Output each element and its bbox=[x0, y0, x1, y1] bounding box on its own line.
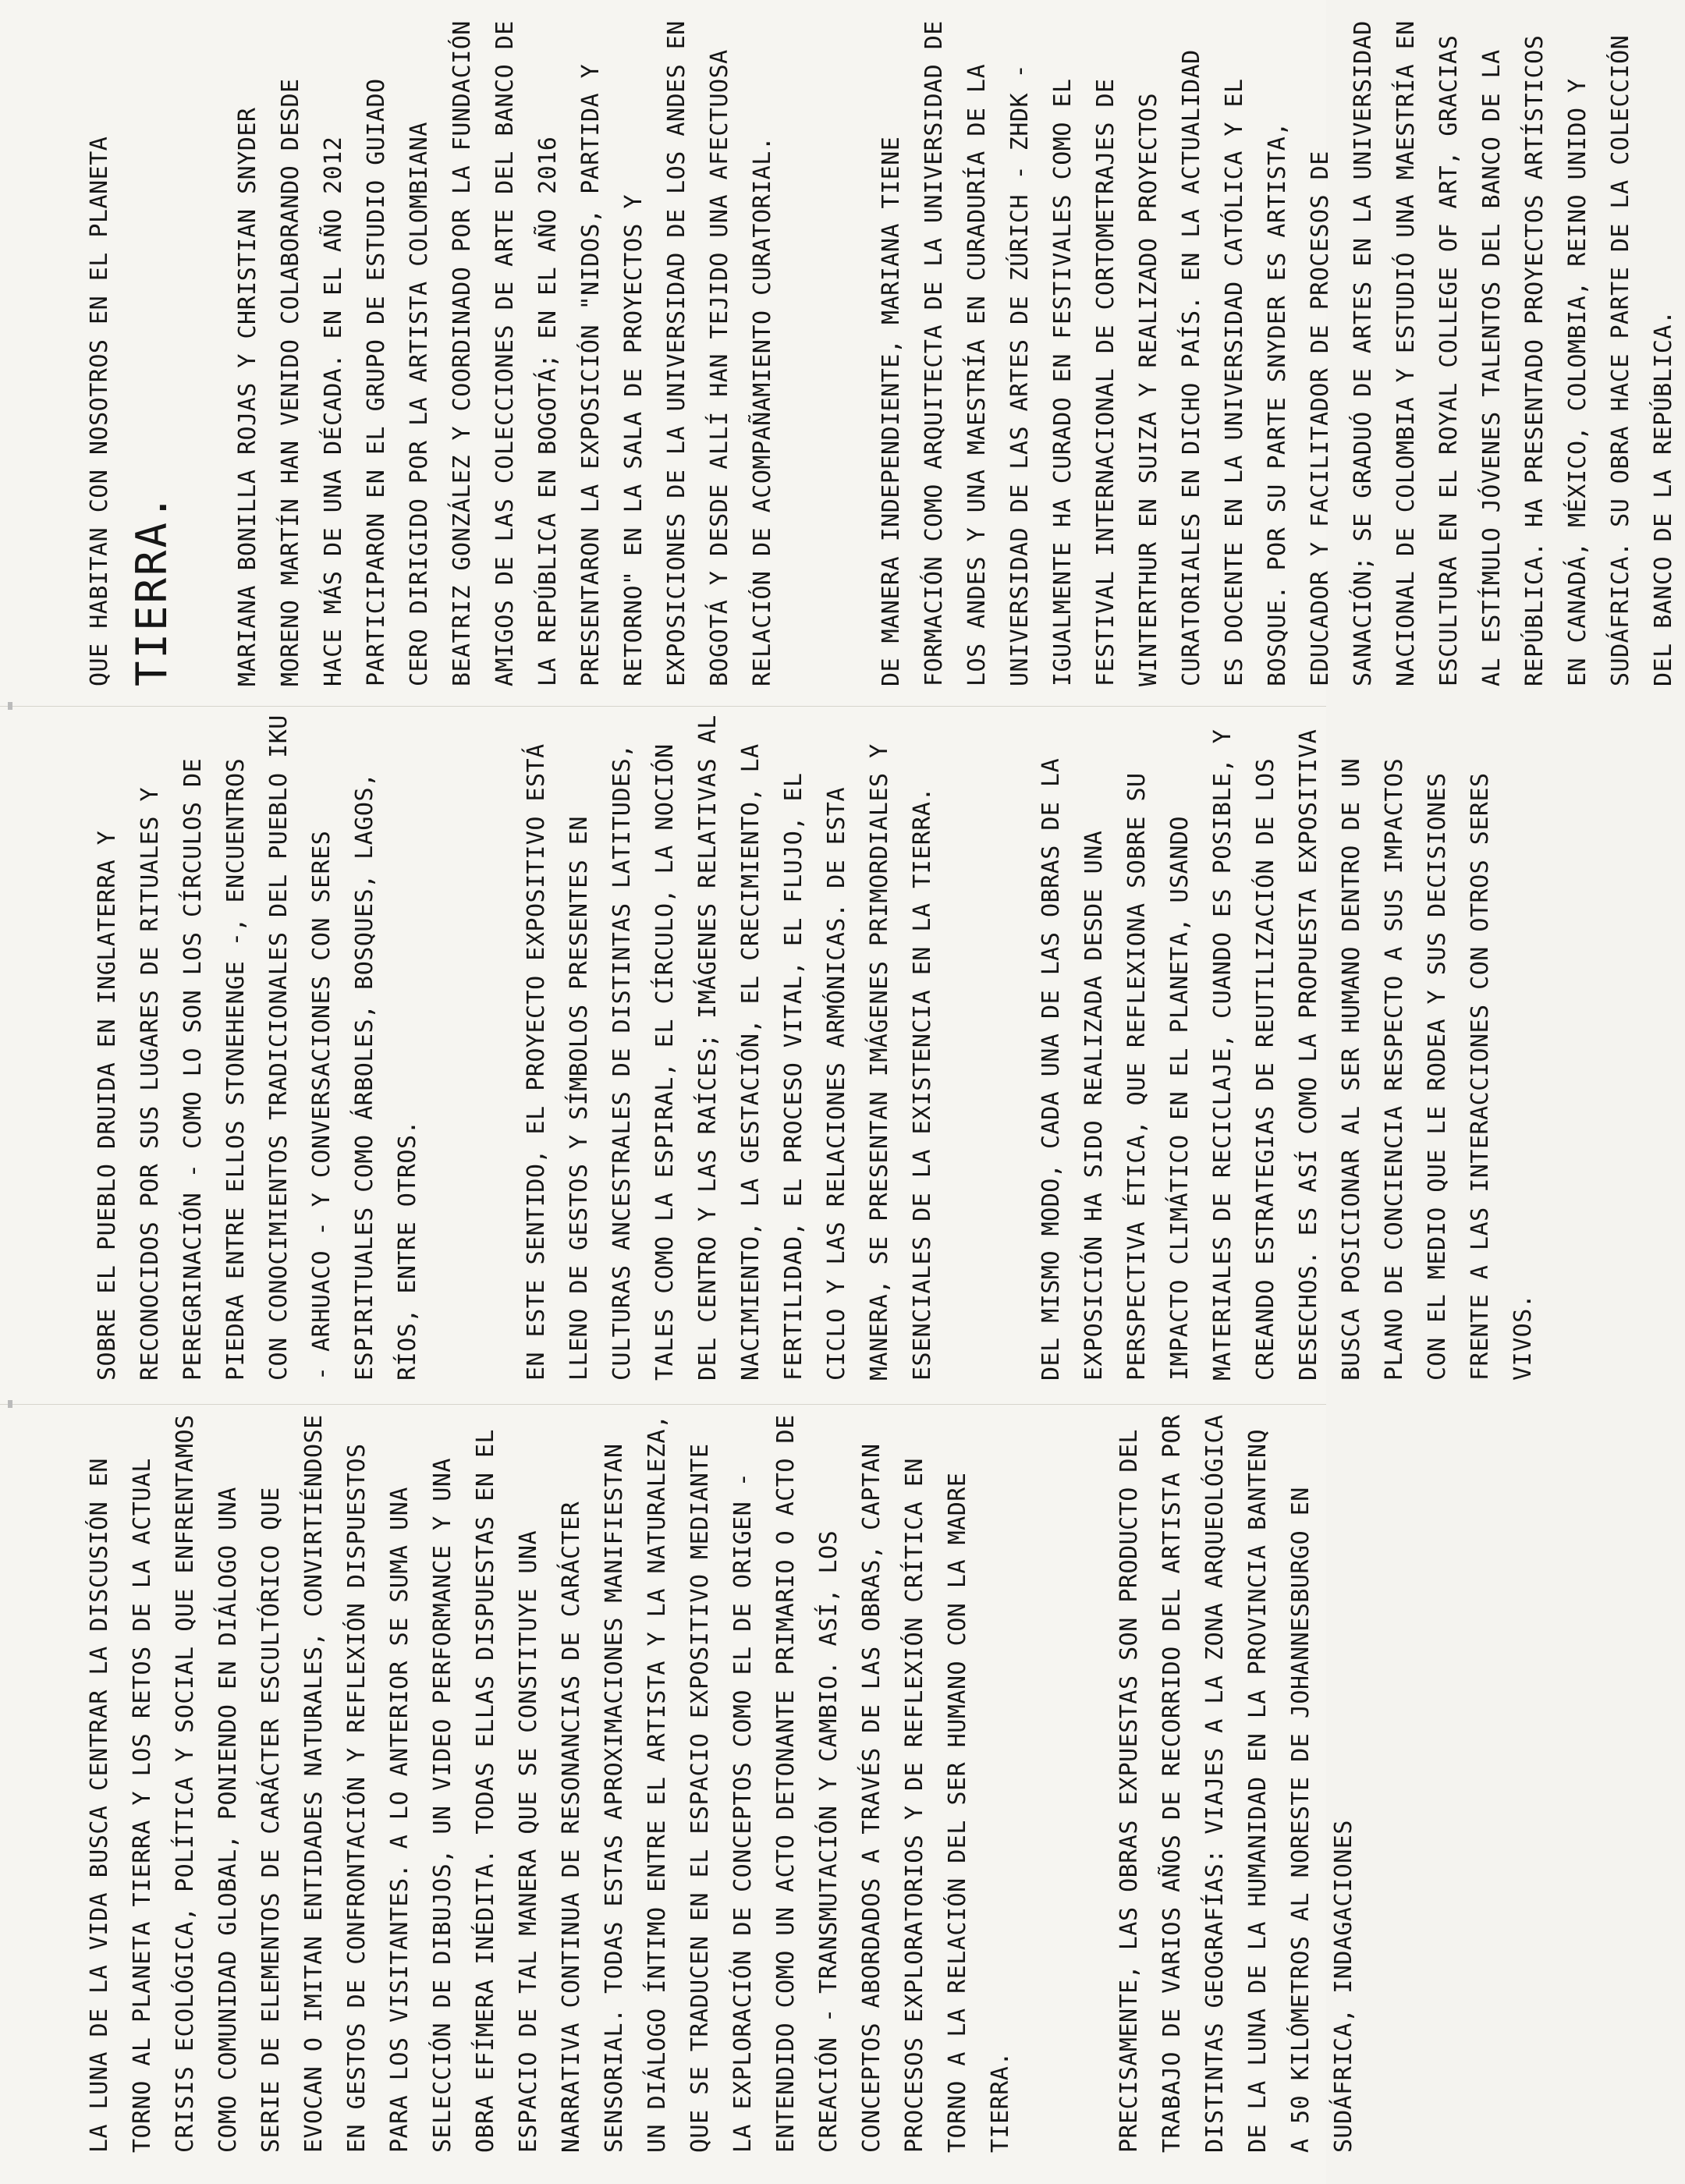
paragraph-symbols: EN ESTE SENTIDO, EL PROYECTO EXPOSITIVO ESTÁ LLENO DE GESTOS Y SÍMBOLOS PRESENTES EN CULTURAS ANCESTRALES DE DISTINTAS LATITUDES, TALES COMO LA ESPIRAL, EL CÍRCULO, LA NOCIÓN DEL CENTRO Y LAS RAÍCES; IMÁGENES RELATIVAS AL NACIMIENTO, LA GESTACIÓN, EL CRECIMIENTO, LA FERTILIDAD, EL PROCESO VITAL, EL FLUJO, EL CICLO Y LAS RELACIONES ARMÓNICAS. DE ESTA MANERA, SE PRESENTAN IMÁGENES PRIMORDIALES Y ESENCIALES DE LA EXISTENCIA EN LA TIERRA. bbox=[523, 714, 936, 1381]
word-tierra: TIERRA. bbox=[127, 492, 176, 686]
paragraph-druids: SOBRE EL PUEBLO DRUIDA EN INGLATERRA Y RECONOCIDOS POR SUS LUGARES DE RITUALES Y PEREGRINACIÓN - COMO LO SON LOS CÍRCULOS DE PIEDRA ENTRE ELLOS STONEHENGE -, ENCUENTROS CON CONOCIMIENTOS TRADICIONALES DEL PUEBLO IKU - ARHUACO - Y CONVERSACIONES CON SERES ESPIRITUALES COMO ÁRBOLES, BOSQUES, LAGOS, RÍOS, ENTRE OTROS. bbox=[94, 714, 421, 1381]
paragraph-ethics: DEL MISMO MODO, CADA UNA DE LAS OBRAS DE LA EXPOSICIÓN HA SIDO REALIZADA DESDE UNA PERSPECTIVA ÉTICA, QUE REFLEXIONA SOBRE SU IMPACTO CLIMÁTICO EN EL PLANETA, USANDO MATERIALES DE RECICLAJE, CUANDO ES POSIBLE, Y CREANDO ESTRATEGIAS DE REUTILIZACIÓN DE LOS DESECHOS. ES ASÍ COMO LA PROPUESTA EXPOSITIVA BUSCA POSICIONAR AL SER HUMANO DENTRO DE UN PLANO DE CONCIENCIA RESPECTO A SUS IMPACTOS CON EL MEDIO QUE LE RODEA Y SUS DECISIONES FRENTE A LAS INTERACCIONES CON OTROS SERES VIVOS. bbox=[1038, 729, 1537, 1381]
paragraph-biographies: DE MANERA INDEPENDIENTE, MARIANA TIENE FORMACIÓN COMO ARQUITECTA DE LA UNIVERSIDAD DE LOS ANDES Y UNA MAESTRÍA EN CURADURÍA DE LA UNIVERSIDAD DE LAS ARTES DE ZÚRICH - ZHDK - IGUALMENTE HA CURADO EN FESTIVALES COMO EL FESTIVAL INTERNACIONAL DE CORTOMETRAJES DE WINTERTHUR EN SUIZA Y REALIZADO PROYECTOS CURATORIALES EN DICHO PAÍS. EN LA ACTUALIDAD ES DOCENTE EN LA UNIVERSIDAD CATÓLICA Y EL BOSQUE. POR SU PARTE SNYDER ES ARTISTA, EDUCADOR Y FACILITADOR DE PROCESOS DE SANACIÓN; SE GRADUÓ DE ARTES EN LA UNIVERSIDAD NACIONAL DE COLOMBIA Y ESTUDIÓ UNA MAESTRÍA EN ESCULTURA EN EL ROYAL COLLEGE OF ART, GRACIAS AL ESTÍMULO JÓVENES TALENTOS DEL BANCO DE LA REPÚBLICA. HA PRESENTADO PROYECTOS ARTÍSTICOS EN CANADÁ, MÉXICO, COLOMBIA, REINO UNIDO Y SUDÁFRICA. SU OBRA HACE PARTE DE LA COLECCIÓN DEL BANCO DE LA REPÚBLICA. bbox=[878, 20, 1677, 686]
fold-mark-top bbox=[8, 702, 12, 710]
paragraph-journeys: PRECISAMENTE, LAS OBRAS EXPUESTAS SON PRODUCTO DEL TRABAJO DE VARIOS AÑOS DE RECORRIDO DEL ARTISTA POR DISTINTAS GEOGRAFÍAS: VIAJES A LA ZONA ARQUEOLÓGICA DE LA LUNA DE LA HUMANIDAD EN LA PROVINCIA BANTENQ A 50 KILÓMETROS AL NORESTE DE JOHANNESBURGO EN SUDÁFRICA, INDAGACIONES bbox=[1116, 1414, 1357, 2153]
paragraph-collaboration: MARIANA BONILLA ROJAS Y CHRISTIAN SNYDER MORENO MARTÍN HAN VENIDO COLABORANDO DESDE HACE MÁS DE UNA DÉCADA. EN EL AÑO 2012 PARTICIPARON EN EL GRUPO DE ESTUDIO GUIADO CERO DIRIGIDO POR LA ARTISTA COLOMBIANA BEATRIZ GONZÁLEZ Y COORDINADO POR LA FUNDACIÓN AMIGOS DE LAS COLECCIONES DE ARTE DEL BANCO DE LA REPÚBLICA EN BOGOTÁ; EN EL AÑO 2016 PRESENTARON LA EXPOSICIÓN "NIDOS, PARTIDA Y RETORNO" EN LA SALA DE PROYECTOS Y EXPOSICIONES DE LA UNIVERSIDAD DE LOS ANDES EN BOGOTÁ Y DESDE ALLÍ HAN TEJIDO UNA AFECTUOSA RELACIÓN DE ACOMPAÑAMIENTO CURATORIAL. bbox=[234, 20, 776, 686]
fold-mark-bottom bbox=[8, 1400, 12, 1408]
panel-introduction bbox=[78, 1404, 1357, 2153]
panel-artists-bio bbox=[78, 16, 1677, 686]
paragraph-intro: LA LUNA DE LA VIDA BUSCA CENTRAR LA DISCUSIÓN EN TORNO AL PLANETA TIERRA Y LOS RETOS DE LA ACTUAL CRISIS ECOLÓGICA, POLÍTICA Y SOCIAL QUE ENFRENTAMOS COMO COMUNIDAD GLOBAL, PONIENDO EN DIÁLOGO UNA SERIE DE ELEMENTOS DE CARÁCTER ESCULTÓRICO QUE EVOCAN O IMITAN ENTIDADES NATURALES, CONVIRTIÉNDOSE EN GESTOS DE CONFRONTACIÓN Y REFLEXIÓN DISPUESTOS PARA LOS VISITANTES. A LO ANTERIOR SE SUMA UNA SELECCIÓN DE DIBUJOS, UN VIDEO PERFORMANCE Y UNA OBRA EFÍMERA INÉDITA. TODAS ELLAS DISPUESTAS EN EL ESPACIO DE TAL MANERA QUE SE CONSTITUYE UNA NARRATIVA CONTINUA DE RESONANCIAS DE CARÁCTER SENSORIAL. TODAS ESTAS APROXIMACIONES MANIFIESTAN UN DIÁLOGO ÍNTIMO ENTRE EL ARTISTA Y LA NATURALEZA, QUE SE TRADUCEN EN EL ESPACIO EXPOSITIVO MEDIANTE LA EXPLORACIÓN DE CONCEPTOS COMO EL DE ORIGEN - ENTENDIDO COMO UN ACTO DETONANTE PRIMARIO O ACTO DE CREACIÓN - TRANSMUTACIÓN Y CAMBIO. ASÍ, LOS CONCEPTOS ABORDADOS A TRAVÉS DE LAS OBRAS, CAPTAN PROCESOS EXPLORATORIOS Y DE REFLEXIÓN CRÍTICA EN TORNO A LA RELACIÓN DEL SER HUMANO CON LA MADRE TIERRA. bbox=[86, 1414, 1014, 2153]
panel-exhibition-concepts bbox=[86, 710, 1537, 1381]
paragraph-continuation: QUE HABITAN CON NOSOTROS EN EL PLANETA bbox=[86, 136, 113, 686]
fold-line-top bbox=[0, 706, 1326, 707]
